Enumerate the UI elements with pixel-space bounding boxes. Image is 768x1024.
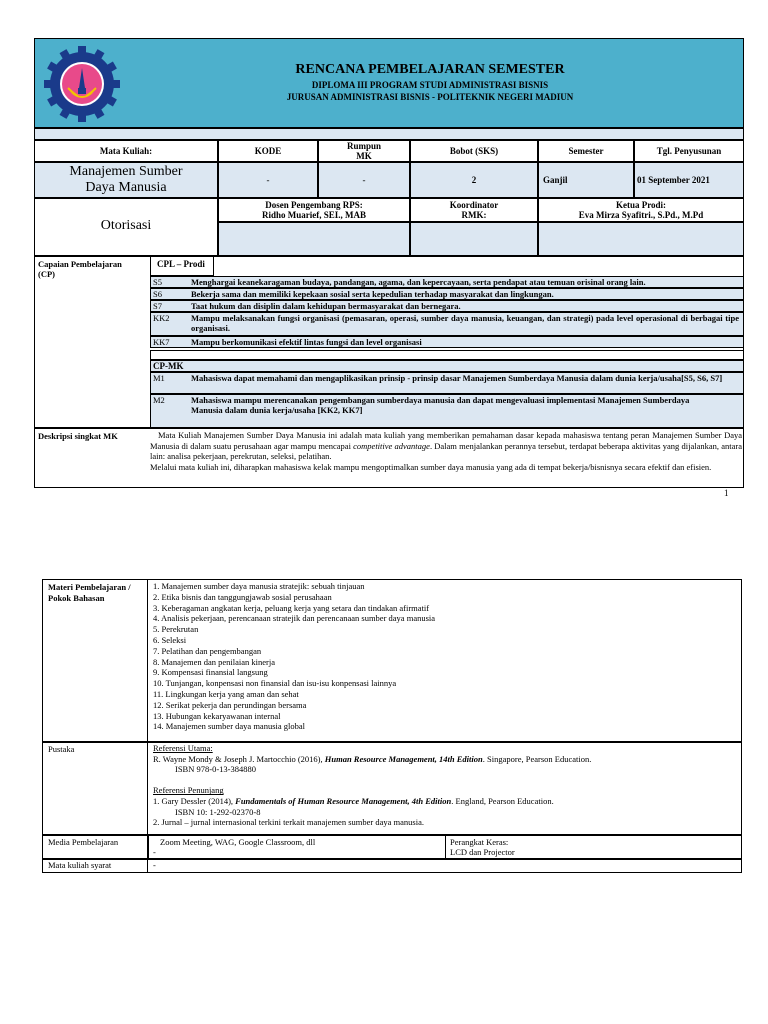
ref-title: Human Resource Management, 14th Edition <box>324 753 483 764</box>
pustaka-body <box>153 743 738 828</box>
rumpun-value: - <box>318 162 410 198</box>
ref-publisher: . Singapore, Pearson Education. <box>482 753 592 764</box>
referensi-penunjang-jurnal: 2. Jurnal – jurnal internasional terkini terkait manajemen sumber daya manusia. <box>153 817 424 828</box>
col-header-semester: Semester <box>538 140 634 162</box>
col-header-bobot: Bobot (SKS) <box>410 140 538 162</box>
cpl-code: S6 <box>153 289 162 299</box>
syarat-value: - <box>153 860 156 870</box>
koordinator-label: Koordinator <box>449 200 499 210</box>
cpl-row <box>150 288 744 300</box>
ketua-cell <box>538 198 744 222</box>
cpmk-text: Mahasiswa mampu merencanakan pengembangan sumberdaya manusia dan dapat mengevaluasi implementasi Manajemen Sumberdaya <box>191 395 690 405</box>
referensi-penunjang-isbn: ISBN 10: 1-292-02370-8 <box>175 806 261 817</box>
polytechnic-logo-icon <box>42 44 122 124</box>
cpmk-text: Mahasiswa dapat memahami dan mengaplikasikan prinsip - prinsip dasar Manajemen Sumberdaya Manusia dalam dunia kerja/usaha[S5, S6, S7] <box>191 373 723 383</box>
deskripsi-p1-end: . Dalam menjalankan perannya tersebut, terdapat beberapa aktivitas yang dijalankan, antara lain: analisa pekerjaan, perekrutan, seleksi, pelatihan. <box>150 440 743 462</box>
referensi-utama-header: Referensi Utama: <box>153 743 213 753</box>
media-label: Media Pembelajaran <box>48 837 119 847</box>
cp-label: Capaian Pembelajaran (CP) <box>38 259 122 279</box>
cpl-text: Menghargai keanekaragaman budaya, pandangan, agama, dan kepercayaan, serta pendapat atau temuan orisinal orang lain. <box>191 277 646 287</box>
signature-koordinator <box>410 222 538 256</box>
signature-ketua <box>538 222 744 256</box>
cpl-row <box>150 300 744 312</box>
deskripsi-p2: Melalui mata kuliah ini, diharapkan mahasiswa kelak mampu mengoptimalkan sumber daya manusia yang ada di tempat bekerja/bisnisnya secara efektif dan efisien. <box>150 461 712 472</box>
dosen-name: Ridho Muarief, SEI., MAB <box>261 210 366 220</box>
deskripsi-p1: Mata Kuliah Manajemen Sumber Daya Manusia ini adalah mata kuliah yang memberikan pemahaman dasar kepada mahasiswa tentang peran Manajemen Sumber Daya Manusia di dalam suatu perusahaan agar mampu mencapai <box>150 430 742 451</box>
list-item: 6. Seleksi <box>153 634 187 645</box>
referensi-utama-entry <box>153 754 738 765</box>
kode-value: - <box>218 162 318 198</box>
cpmk-code: M2 <box>153 395 165 405</box>
cpl-text: Taat hukum dan disiplin dalam kehidupan bermasyarakat dan bernegara. <box>191 301 461 311</box>
ketua-label: Ketua Prodi: <box>615 200 667 210</box>
list-item: 14. Manajemen sumber daya manusia global <box>153 721 306 732</box>
list-item: 9. Kompensasi finansial langsung <box>153 667 268 678</box>
list-item: 3. Keberagaman angkatan kerja, peluang kerja yang setara dan tindakan afirmatif <box>153 602 430 613</box>
ref-author: R. Wayne Mondy & Joseph J. Martocchio (2016), <box>153 753 325 764</box>
logo <box>42 44 122 124</box>
department-line: JURUSAN ADMINISTRASI BISNIS - POLITEKNIK NEGERI MADIUN <box>286 92 574 102</box>
otorisasi-label: Otorisasi <box>34 198 218 256</box>
cpl-text: Bekerja sama dan memiliki kepekaan sosial serta kepedulian terhadap masyarakat dan lingkungan. <box>191 289 554 299</box>
cpmk-text-block <box>191 395 739 415</box>
koordinator-cell <box>410 198 538 222</box>
list-item: 13. Hubungan kekaryawanan internal <box>153 710 281 721</box>
referensi-utama-isbn: ISBN 978-0-13-384880 <box>175 764 256 775</box>
semester-value: Ganjil <box>538 162 634 198</box>
page-number: 1 <box>724 488 729 498</box>
ref-author: 1. Gary Dessler (2014), <box>153 795 236 806</box>
cpmk-spacer <box>150 350 744 360</box>
list-item: 2. Etika bisnis dan tanggungjawab sosial perusahaan <box>153 591 332 602</box>
cpmk-code: M1 <box>153 373 165 383</box>
dosen-label: Dosen Pengembang RPS: <box>265 200 363 210</box>
col-header-tgl: Tgl. Penyusunan <box>634 140 744 162</box>
col-header-rumpun: Rumpun MK <box>318 140 410 162</box>
referensi-penunjang-header: Referensi Penunjang <box>153 785 224 796</box>
referensi-penunjang-entry <box>153 796 738 807</box>
media-hardware-label: Perangkat Keras: <box>450 837 509 847</box>
koordinator-rmk: RMK: <box>461 210 487 220</box>
pustaka-label-cell <box>42 742 148 835</box>
bobot-value: 2 <box>410 162 538 198</box>
cpl-code: KK2 <box>153 313 170 323</box>
cpl-code: KK7 <box>153 337 170 347</box>
cpl-text: Mampu berkomunikasi efektif lintas fungsi dan level organisasi <box>191 337 422 347</box>
dosen-cell <box>218 198 410 222</box>
cpmk-row <box>150 372 744 394</box>
pustaka-label: Pustaka <box>48 744 75 754</box>
col-header-mata-kuliah: Mata Kuliah: <box>34 140 218 162</box>
list-item: 4. Analisis pekerjaan, perencanaan stratejik dan perencanaan sumber daya manusia <box>153 613 436 624</box>
list-item: 1. Manajemen sumber daya manusia stratejik: sebuah tinjauan <box>153 581 365 591</box>
ref-publisher: . England, Pearson Education. <box>451 795 554 806</box>
cpmk-row <box>150 394 744 428</box>
list-item: 12. Serikat pekerja dan perundingan bersama <box>153 699 307 710</box>
signature-dosen <box>218 222 410 256</box>
deskripsi-italic: competitive advantage <box>353 440 430 451</box>
spacer-strip <box>34 128 744 140</box>
course-name: Manajemen Sumber Daya Manusia <box>34 162 218 198</box>
cpl-row <box>150 276 744 288</box>
ref-title: Fundamentals of Human Resource Management, 4th Edition <box>235 795 452 806</box>
deskripsi-label: Deskripsi singkat MK <box>38 431 118 441</box>
cpl-code: S5 <box>153 277 162 287</box>
list-item: 7. Pelatihan dan pengembangan <box>153 645 262 656</box>
materi-list <box>153 581 738 732</box>
ketua-name: Eva Mirza Syafitri., S.Pd., M.Pd <box>578 210 704 220</box>
cpmk-text-line2: Manusia dalam dunia kerja/usaha [KK2, KK7] <box>191 405 363 415</box>
materi-label: Materi Pembelajaran / Pokok Bahasan <box>48 582 131 603</box>
deskripsi-text <box>150 430 742 472</box>
cpl-text: Mampu melaksanakan fungsi organisasi (pemasaran, operasi, sumber daya manusia, keuangan, dan strategi) pada level operasional di berbagai tipe organisasi. <box>191 313 739 333</box>
list-item: 11. Lingkungan kerja yang aman dan sehat <box>153 688 299 699</box>
cpl-row <box>150 312 744 336</box>
media-software-dash: - <box>153 847 156 857</box>
media-hardware: LCD dan Projector <box>450 847 515 857</box>
cpmk-header: CP-MK <box>150 360 744 372</box>
tgl-value: 01 September 2021 <box>634 162 744 198</box>
list-item: 10. Tunjangan, konpensasi non finansial dan isu-isu konpensasi lainnya <box>153 678 397 689</box>
program-line: DIPLOMA III PROGRAM STUDI ADMINISTRASI BISNIS <box>311 80 549 90</box>
syarat-label: Mata kuliah syarat <box>48 860 112 870</box>
list-item: 8. Manajemen dan penilaian kinerja <box>153 656 276 667</box>
page-title: RENCANA PEMBELAJARAN SEMESTER <box>295 62 565 77</box>
list-item: 5. Perekrutan <box>153 624 199 635</box>
col-header-kode: KODE <box>218 140 318 162</box>
cpl-row <box>150 336 744 348</box>
cpl-code: S7 <box>153 301 162 311</box>
media-software: Zoom Meeting, WAG, Google Classroom, dll <box>160 837 316 847</box>
cpl-header: CPL – Prodi <box>150 256 214 276</box>
